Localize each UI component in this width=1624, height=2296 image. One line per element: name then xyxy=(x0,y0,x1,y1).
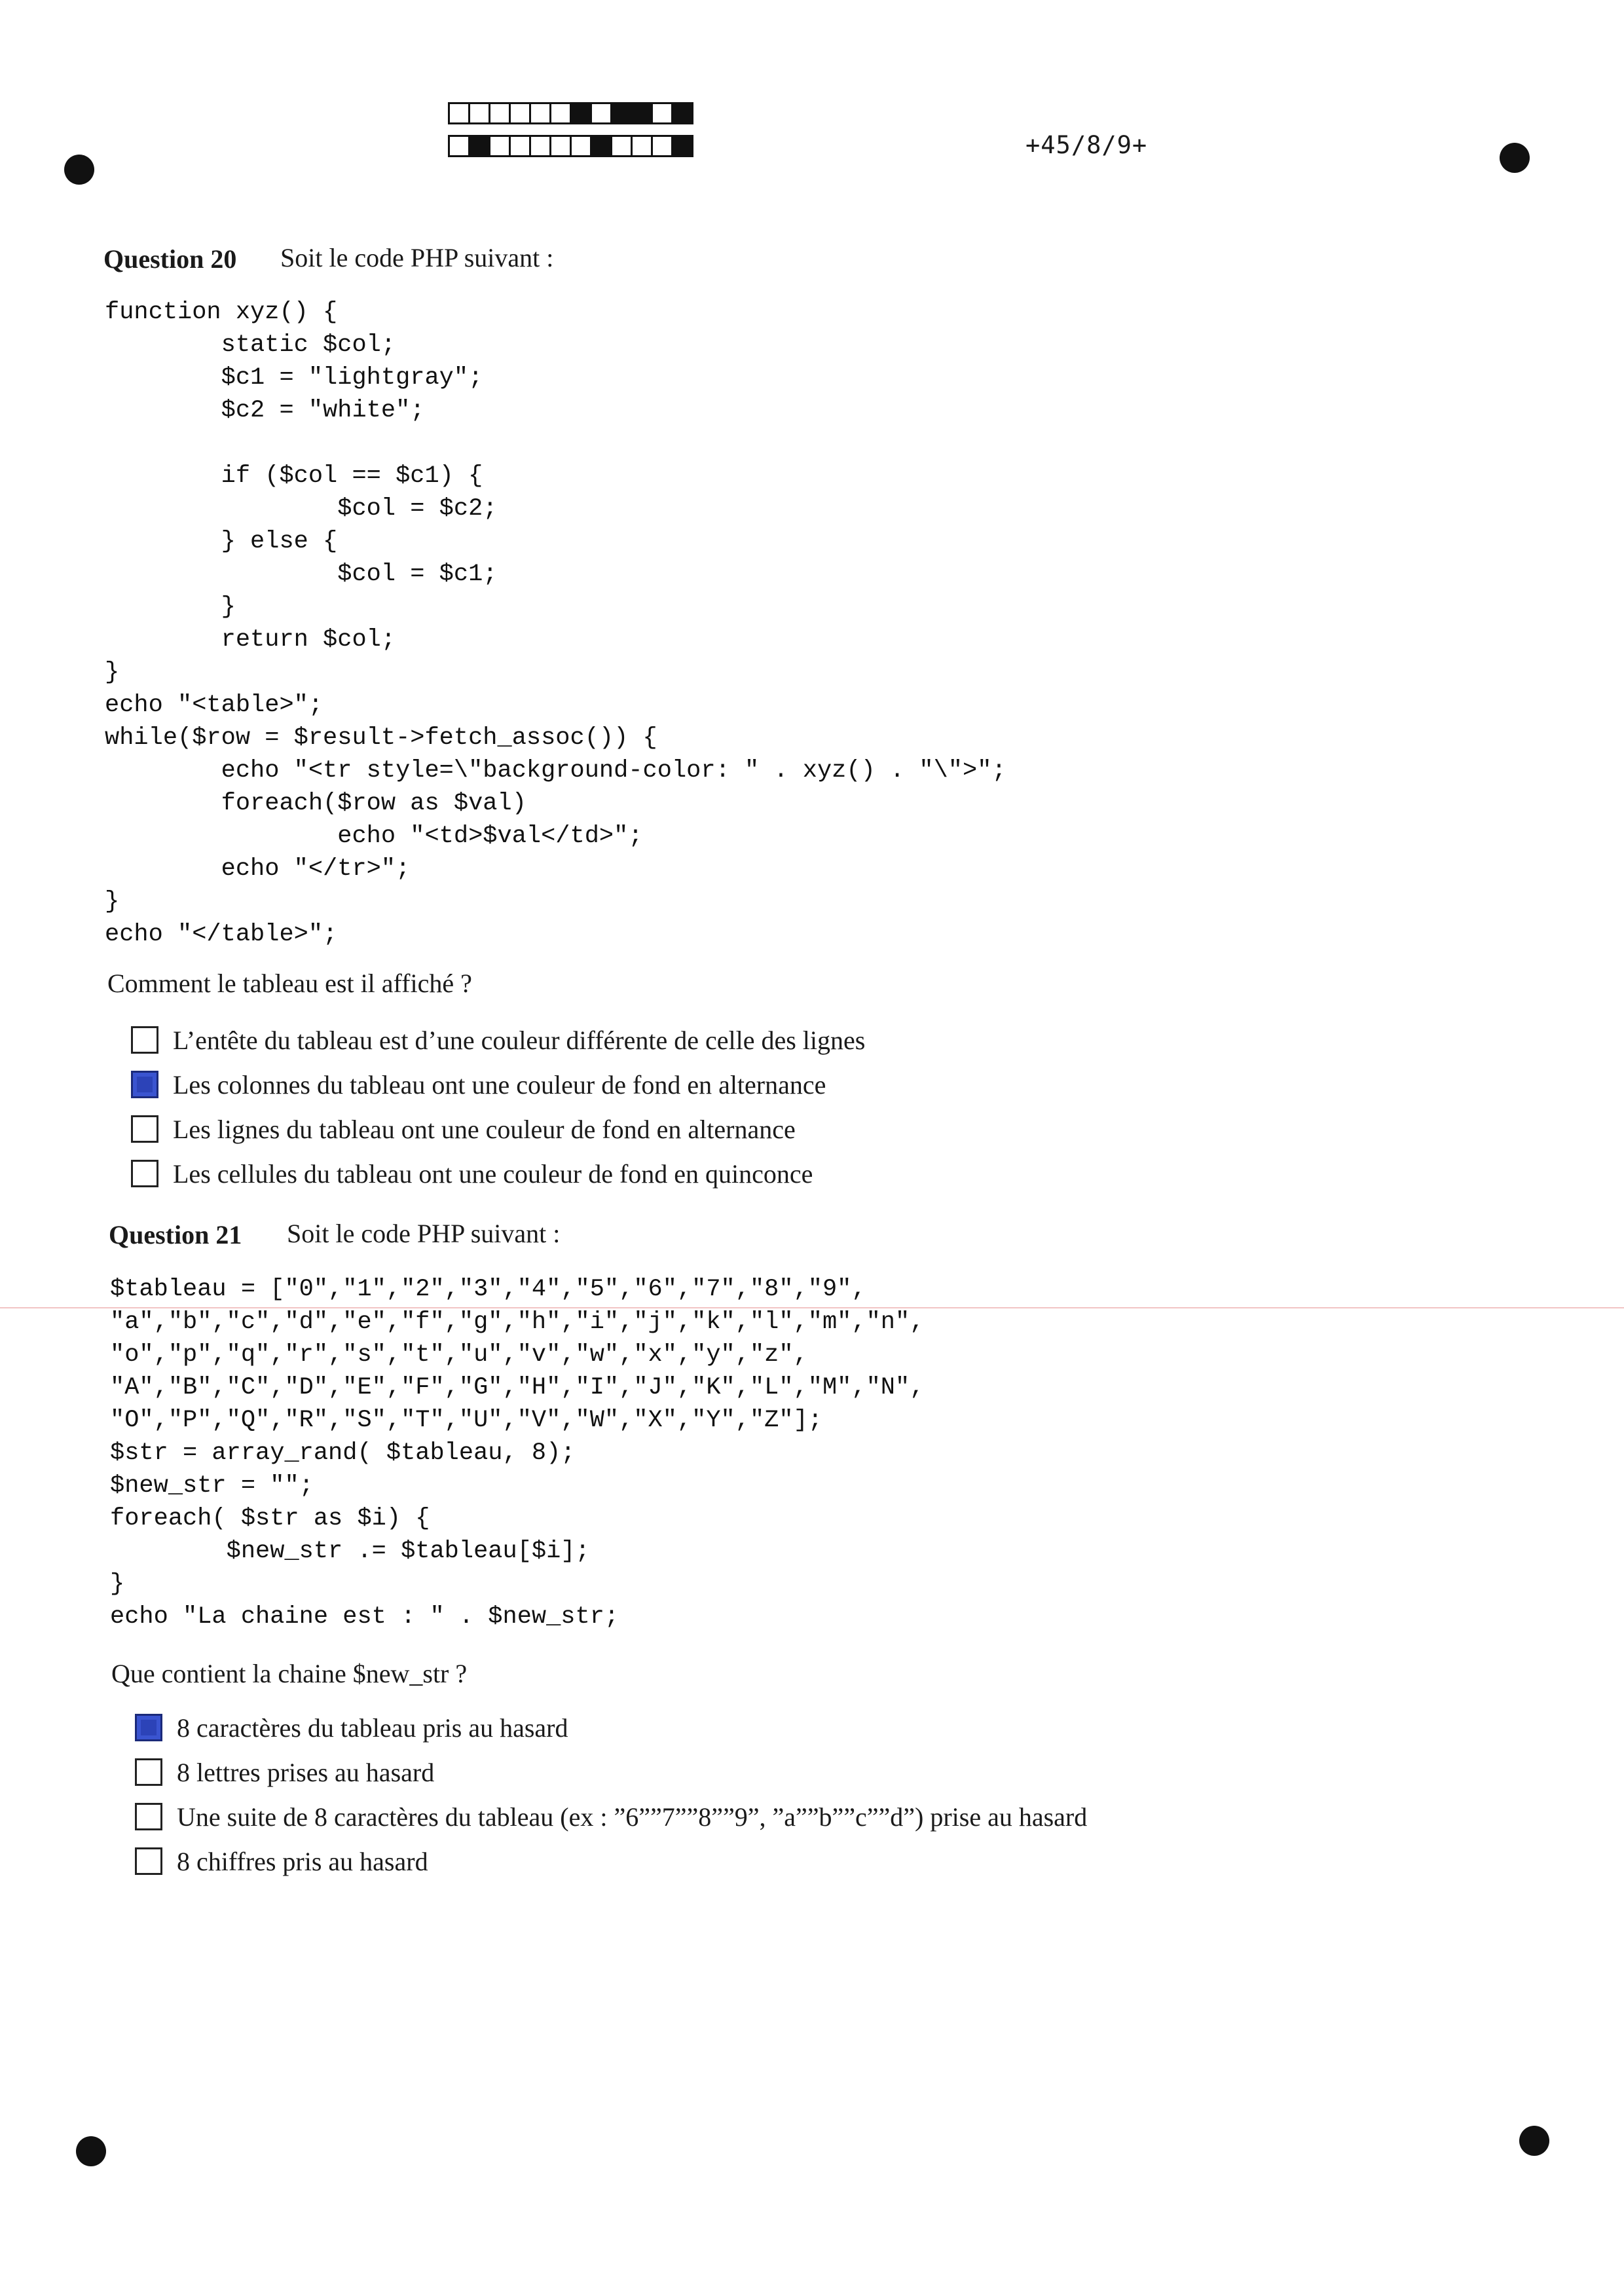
answer-checkbox[interactable] xyxy=(135,1803,162,1830)
answer-option[interactable] xyxy=(135,1794,1087,1839)
answer-option-text: L’entête du tableau est d’une couleur différente de celle des lignes xyxy=(173,1025,866,1055)
answer-option[interactable] xyxy=(131,1107,865,1151)
barcode-cell xyxy=(671,135,693,157)
barcode-row-2 xyxy=(448,135,692,157)
barcode-cell xyxy=(570,102,592,124)
question-20-options xyxy=(131,1018,865,1196)
question-21-code: $tableau = ["0","1","2","3","4","5","6","7","8","9", "a","b","c","d","e","f","g","h","i","j","k","l","m","n", "o","p","q","r","s","t","u","v","w","x","y","z", "A","B","C","D","E","F","G","H","I","J","K","L","M","N", "O","P","Q","R","S","T","U","V","W","X","Y","Z"]; $str = array_rand( $tableau, 8); $new_str = ""; foreach( $str as $i) { $new_str .= $tableau[$i]; } echo "La chaine est : " . $new_str; xyxy=(110,1276,925,1631)
question-20-label: Question 20 xyxy=(103,244,237,274)
answer-option[interactable] xyxy=(131,1018,865,1062)
answer-option-text: Une suite de 8 caractères du tableau (ex : ”6””7””8””9”, ”a””b””c””d”) prise au hasard xyxy=(177,1802,1088,1832)
answer-option[interactable] xyxy=(131,1062,865,1107)
barcode-cell xyxy=(509,135,531,157)
barcode-row-1 xyxy=(448,102,692,124)
barcode-cell xyxy=(529,135,551,157)
registration-mark-bottom-left xyxy=(76,2136,106,2166)
answer-option-text: 8 caractères du tableau pris au hasard xyxy=(177,1713,568,1743)
answer-checkbox[interactable] xyxy=(135,1714,162,1741)
answer-checkbox[interactable] xyxy=(135,1847,162,1875)
question-20-intro: Soit le code PHP suivant : xyxy=(280,243,554,272)
answer-option[interactable] xyxy=(135,1705,1087,1750)
answer-option[interactable] xyxy=(135,1750,1087,1794)
answer-checkbox[interactable] xyxy=(131,1115,158,1143)
barcode-cell xyxy=(549,102,572,124)
answer-checkbox[interactable] xyxy=(135,1758,162,1786)
page-code-id: +45/8/9+ xyxy=(1025,131,1148,159)
question-21-intro: Soit le code PHP suivant : xyxy=(287,1219,561,1248)
barcode-cell xyxy=(468,102,490,124)
barcode-cell xyxy=(651,135,673,157)
answer-option[interactable] xyxy=(131,1151,865,1196)
barcode-cell xyxy=(489,102,511,124)
answer-option-text: Les cellules du tableau ont une couleur de fond en quinconce xyxy=(173,1158,813,1189)
barcode-cell xyxy=(651,102,673,124)
question-20-code: function xyz() { static $col; $c1 = "lightgray"; $c2 = "white"; if ($col == $c1) { $col = $c2; } else { $col = $c1; } return $col; } echo "<table>"; while($row = $result->fetch_assoc()) { echo "<tr style=\"background-color: " . xyz() . "\">"; foreach($row as $val) echo "<td>$val</td>"; echo "</tr>"; } echo "</table>"; xyxy=(105,299,1006,948)
barcode-cell xyxy=(489,135,511,157)
registration-mark-top-left xyxy=(64,155,94,185)
question-20-prompt: Comment le tableau est il affiché ? xyxy=(107,969,472,998)
barcode-cell xyxy=(610,102,633,124)
answer-option-text: Les colonnes du tableau ont une couleur de fond en alternance xyxy=(173,1069,826,1100)
answer-checkbox[interactable] xyxy=(131,1026,158,1054)
answer-option-text: 8 chiffres pris au hasard xyxy=(177,1846,428,1876)
answer-option-text: 8 lettres prises au hasard xyxy=(177,1757,435,1787)
answer-checkbox[interactable] xyxy=(131,1071,158,1098)
barcode-cell xyxy=(631,102,653,124)
barcode-cell xyxy=(570,135,592,157)
barcode-cell xyxy=(549,135,572,157)
barcode-cell xyxy=(590,135,612,157)
answer-checkbox[interactable] xyxy=(131,1160,158,1187)
barcode-cell xyxy=(468,135,490,157)
answer-option-text: Les lignes du tableau ont une couleur de fond en alternance xyxy=(173,1114,796,1144)
question-21-prompt: Que contient la chaine $new_str ? xyxy=(111,1659,468,1688)
barcode-cell xyxy=(529,102,551,124)
question-21-options xyxy=(135,1705,1087,1883)
registration-mark-top-right xyxy=(1500,143,1530,173)
barcode-cell xyxy=(590,102,612,124)
barcode-cell xyxy=(448,135,470,157)
question-21-label: Question 21 xyxy=(109,1220,242,1250)
barcode-cell xyxy=(631,135,653,157)
barcode-cell xyxy=(448,102,470,124)
registration-mark-bottom-right xyxy=(1519,2126,1549,2156)
barcode-cell xyxy=(671,102,693,124)
answer-option[interactable] xyxy=(135,1839,1087,1883)
barcode-cell xyxy=(610,135,633,157)
barcode-cell xyxy=(509,102,531,124)
